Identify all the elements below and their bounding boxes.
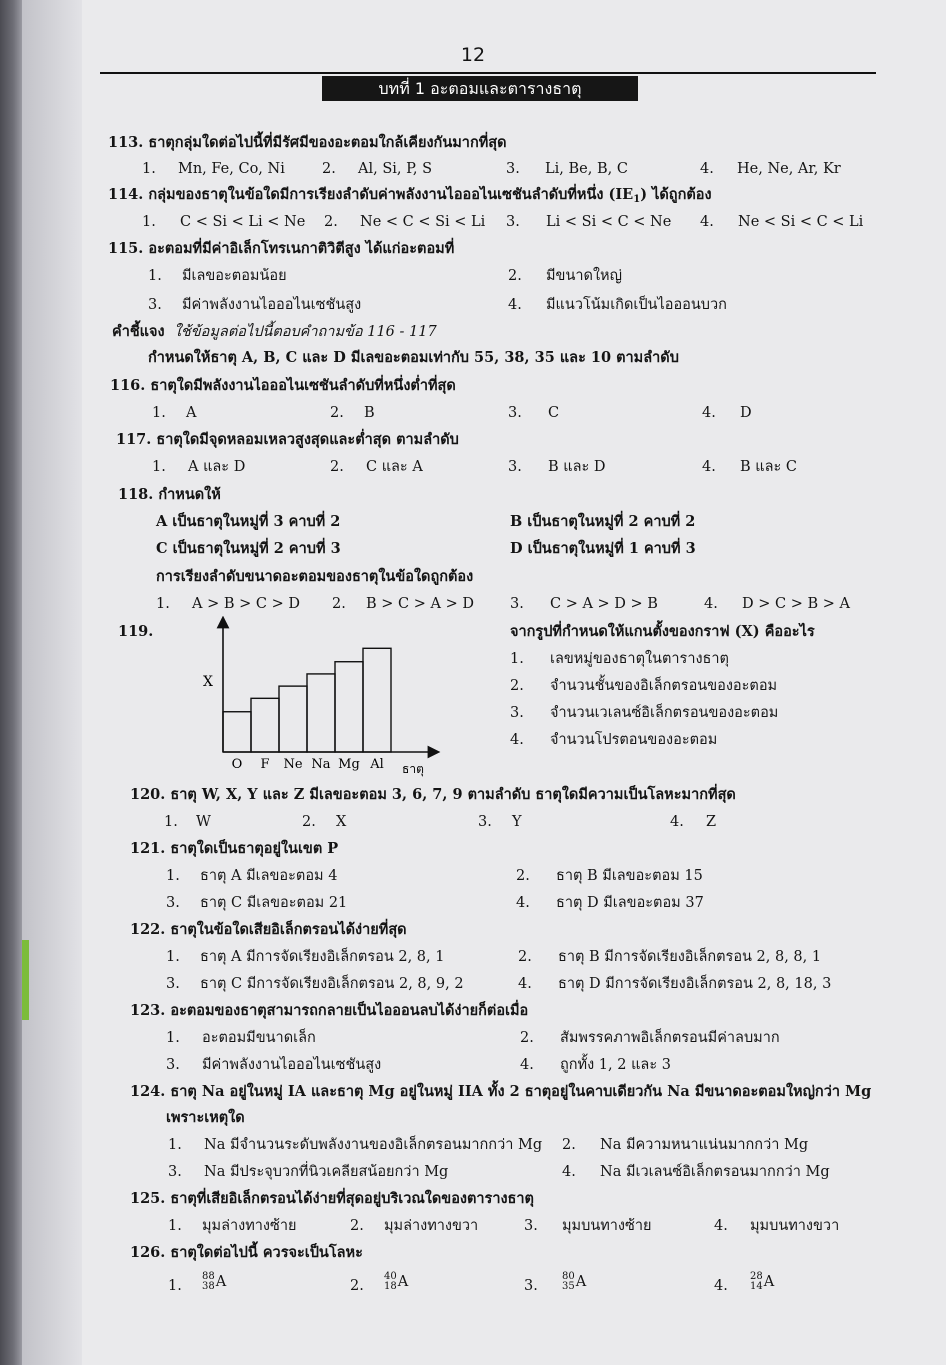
q118-opt1-num: 1. <box>156 596 170 612</box>
q118-opt4-num: 4. <box>704 596 718 612</box>
q126-opt2-num: 2. <box>350 1278 364 1294</box>
q118-opt2: B > C > A > D <box>366 596 474 612</box>
q113-opt3-num: 3. <box>506 161 520 177</box>
q126-opt4-nuclide-numbers <box>750 1272 763 1292</box>
q122-opt3-num: 3. <box>166 976 180 992</box>
question-123: 123. อะตอมของธาตุสามารถกลายเป็นไอออนลบได้ง่ายก็ต่อเมื่อ <box>130 1002 529 1019</box>
question-115: 115. อะตอมที่มีค่าอิเล็กโทรเนกาติวิตีสูง ได้แก่อะตอมที่ <box>108 240 455 257</box>
q113-opt2-num: 2. <box>322 161 336 177</box>
tick-label-na: Na <box>311 757 331 772</box>
q125-opt2-num: 2. <box>350 1218 364 1234</box>
question-117: 117. ธาตุใดมีจุดหลอมเหลวสูงสุดและต่ำสุด ตามลำดับ <box>116 431 459 448</box>
q113-opt1-num: 1. <box>142 161 156 177</box>
q120-opt1: W <box>196 814 211 830</box>
q124-opt2-num: 2. <box>562 1137 576 1153</box>
q119-opt4: จำนวนโปรตอนของอะตอม <box>550 732 718 748</box>
chapter-title: บทที่ 1 อะตอมและตารางธาตุ <box>322 76 638 101</box>
q119-opt1-num: 1. <box>510 651 524 667</box>
q114-opt3: Li < Si < C < Ne <box>546 214 672 230</box>
q115-opt2-num: 2. <box>508 268 522 284</box>
q123-opt1: อะตอมมีขนาดเล็ก <box>202 1030 316 1046</box>
question-126: 126. ธาตุใดต่อไปนี้ ควรจะเป็นโลหะ <box>130 1244 363 1261</box>
q118-opt3-num: 3. <box>510 596 524 612</box>
q116-opt4-num: 4. <box>702 405 716 421</box>
q115-opt2: มีขนาดใหญ่ <box>546 268 622 284</box>
q114-opt4: Ne < Si < C < Li <box>738 214 864 230</box>
q115-opt1-num: 1. <box>148 268 162 284</box>
bar-al <box>363 648 391 752</box>
q117-opt3: B และ D <box>548 459 606 475</box>
question-114-subscript: 1 <box>633 194 641 205</box>
question-118: 118. กำหนดให้ <box>118 486 221 503</box>
q126-opt2-z: 18 <box>384 1281 397 1292</box>
q115-opt1: มีเลขอะตอมน้อย <box>182 268 287 284</box>
q122-opt4-num: 4. <box>518 976 532 992</box>
q119-opt3-num: 3. <box>510 705 524 721</box>
q123-opt2: สัมพรรคภาพอิเล็กตรอนมีค่าลบมาก <box>560 1030 780 1046</box>
q125-opt3-num: 3. <box>524 1218 538 1234</box>
bar-mg <box>335 662 363 752</box>
question-114-text-end: ) ได้ถูกต้อง <box>640 186 712 203</box>
question-119-number: 119. <box>118 623 154 640</box>
q116-opt1: A <box>186 405 197 421</box>
q124-opt3-num: 3. <box>168 1164 182 1180</box>
instruction-label: คำชี้แจง <box>112 323 165 340</box>
q123-opt3-num: 3. <box>166 1057 180 1073</box>
tick-label-o: O <box>231 757 243 772</box>
bar-f <box>251 698 279 752</box>
question-116: 116. ธาตุใดมีพลังงานไอออไนเซชันลำดับที่หนึ่งต่ำที่สุด <box>110 377 456 394</box>
q119-opt4-num: 4. <box>510 732 524 748</box>
tick-label-al: Al <box>370 757 384 772</box>
q124-opt4: Na มีเวเลนซ์อิเล็กตรอนมากกว่า Mg <box>600 1164 830 1180</box>
q121-opt3: ธาตุ C มีเลขอะตอม 21 <box>200 895 348 911</box>
tick-label-f: F <box>260 757 270 772</box>
q122-opt3: ธาตุ C มีการจัดเรียงอิเล็กตรอน 2, 8, 9, 2 <box>200 976 464 992</box>
q117-opt2: C และ A <box>366 459 423 475</box>
q124-opt4-num: 4. <box>562 1164 576 1180</box>
q118-opt3: C > A > D > B <box>550 596 658 612</box>
q119-question: จากรูปที่กำหนดให้แกนตั้งของกราฟ (X) คืออะไร <box>510 623 815 640</box>
q120-opt4: Z <box>706 814 717 830</box>
q123-opt3: มีค่าพลังงานไอออไนเซชันสูง <box>202 1057 382 1073</box>
question-124: 124. ธาตุ Na อยู่ในหมู่ IA และธาตุ Mg อยู่ในหมู่ IIA ทั้ง 2 ธาตุอยู่ในคาบเดียวกัน Na มีขนาดอะตอมใหญ่กว่า Mg <box>130 1083 872 1100</box>
q126-opt4-num: 4. <box>714 1278 728 1294</box>
question-124-cont: เพราะเหตุใด <box>166 1109 245 1126</box>
q120-opt3-num: 3. <box>478 814 492 830</box>
q126-opt2-nuclide-numbers <box>384 1272 397 1292</box>
q114-opt1: C < Si < Li < Ne <box>180 214 306 230</box>
q120-opt1-num: 1. <box>164 814 178 830</box>
tick-label-ne: Ne <box>283 757 303 772</box>
q126-opt4-z: 14 <box>750 1281 763 1292</box>
q120-opt2-num: 2. <box>302 814 316 830</box>
q126-opt2 <box>384 1268 408 1296</box>
bar-ne <box>279 686 307 752</box>
q116-opt3-num: 3. <box>508 405 522 421</box>
q121-opt4-num: 4. <box>516 895 530 911</box>
question-113: 113. ธาตุกลุ่มใดต่อไปนี้ที่มีรัศมีของอะตอมใกล้เคียงกันมากที่สุด <box>108 134 507 151</box>
q126-opt3-symbol: A <box>575 1274 587 1290</box>
question-114 <box>108 185 712 210</box>
green-tab-marker <box>22 940 29 1020</box>
q123-opt4-num: 4. <box>520 1057 534 1073</box>
q118-cond-b: B เป็นธาตุในหมู่ที่ 2 คาบที่ 2 <box>510 513 696 530</box>
q120-opt2: X <box>336 814 347 830</box>
q126-opt1-mass: 88 <box>202 1271 215 1282</box>
q114-opt4-num: 4. <box>700 214 714 230</box>
q117-opt2-num: 2. <box>330 459 344 475</box>
q116-opt3: C <box>548 405 560 421</box>
instruction-text: ใช้ข้อมูลต่อไปนี้ตอบคำถามข้อ 116 - 117 <box>173 324 437 340</box>
q125-opt1: มุมล่างทางซ้าย <box>202 1218 297 1234</box>
q123-opt1-num: 1. <box>166 1030 180 1046</box>
q115-opt4: มีแนวโน้มเกิดเป็นไอออนบวก <box>546 297 727 313</box>
q123-opt2-num: 2. <box>520 1030 534 1046</box>
q126-opt1-z: 38 <box>202 1281 215 1292</box>
q121-opt4: ธาตุ D มีเลขอะตอม 37 <box>556 895 704 911</box>
question-120: 120. ธาตุ W, X, Y และ Z มีเลขอะตอม 3, 6, 7, 9 ตามลำดับ ธาตุใดมีความเป็นโลหะมากที่สุด <box>130 786 736 803</box>
q118-opt2-num: 2. <box>332 596 346 612</box>
q126-opt1-num: 1. <box>168 1278 182 1294</box>
q120-opt3: Y <box>512 814 522 830</box>
question-122: 122. ธาตุในข้อใดเสียอิเล็กตรอนได้ง่ายที่สุด <box>130 921 407 938</box>
q125-opt2: มุมล่างทางขวา <box>384 1218 479 1234</box>
q119-bar-chart <box>196 616 446 780</box>
book-binding-shadow <box>0 0 22 1365</box>
instruction-line <box>112 322 437 342</box>
tick-label-mg: Mg <box>338 757 360 772</box>
q126-opt3-nuclide-numbers <box>562 1272 575 1292</box>
q116-opt2: B <box>364 405 375 421</box>
q126-opt1 <box>202 1268 226 1296</box>
q122-opt2-num: 2. <box>518 949 532 965</box>
q118-question: การเรียงลำดับขนาดอะตอมของธาตุในข้อใดถูกต้อง <box>156 568 474 585</box>
q126-opt3 <box>562 1268 586 1296</box>
question-114-text: 114. กลุ่มของธาตุในข้อใดมีการเรียงลำดับค่าพลังงานไอออไนเซชันลำดับที่หนึ่ง (IE <box>108 186 634 203</box>
q117-opt1-num: 1. <box>152 459 166 475</box>
x-axis-label: ธาตุ <box>402 762 424 776</box>
q117-opt1: A และ D <box>188 459 246 475</box>
q125-opt4-num: 4. <box>714 1218 728 1234</box>
instruction-given: กำหนดให้ธาตุ A, B, C และ D มีเลขอะตอมเท่ากับ 55, 38, 35 และ 10 ตามลำดับ <box>148 349 679 366</box>
q115-opt4-num: 4. <box>508 297 522 313</box>
q113-opt4-num: 4. <box>700 161 714 177</box>
q120-opt4-num: 4. <box>670 814 684 830</box>
q113-opt1: Mn, Fe, Co, Ni <box>178 161 285 177</box>
page-number: 12 <box>460 44 486 66</box>
q114-opt2: Ne < C < Si < Li <box>360 214 486 230</box>
q126-opt2-symbol: A <box>397 1274 409 1290</box>
q122-opt4: ธาตุ D มีการจัดเรียงอิเล็กตรอน 2, 8, 18, 3 <box>558 976 832 992</box>
q121-opt2: ธาตุ B มีเลขอะตอม 15 <box>556 868 703 884</box>
q119-opt2: จำนวนชั้นของอิเล็กตรอนของอะตอม <box>550 678 778 694</box>
q121-opt1: ธาตุ A มีเลขอะตอม 4 <box>200 868 338 884</box>
q124-opt3: Na มีประจุบวกที่นิวเคลียสน้อยกว่า Mg <box>204 1164 449 1180</box>
q125-opt3: มุมบนทางซ้าย <box>562 1218 652 1234</box>
q116-opt1-num: 1. <box>152 405 166 421</box>
question-125: 125. ธาตุที่เสียอิเล็กตรอนได้ง่ายที่สุดอยู่บริเวณใดของตารางธาตุ <box>130 1190 534 1207</box>
q116-opt4: D <box>740 405 752 421</box>
q114-opt1-num: 1. <box>142 214 156 230</box>
q125-opt1-num: 1. <box>168 1218 182 1234</box>
q125-opt4: มุมบนทางขวา <box>750 1218 840 1234</box>
q121-opt3-num: 3. <box>166 895 180 911</box>
q119-opt1: เลขหมู่ของธาตุในตารางธาตุ <box>550 651 729 667</box>
q126-opt1-nuclide-numbers <box>202 1272 215 1292</box>
q126-opt3-num: 3. <box>524 1278 538 1294</box>
q126-opt4-symbol: A <box>763 1274 775 1290</box>
bar-o <box>223 712 251 752</box>
bar-na <box>307 674 335 752</box>
q114-opt3-num: 3. <box>506 214 520 230</box>
q118-cond-c: C เป็นธาตุในหมู่ที่ 2 คาบที่ 3 <box>156 540 341 557</box>
q116-opt2-num: 2. <box>330 405 344 421</box>
q118-cond-a: A เป็นธาตุในหมู่ที่ 3 คาบที่ 2 <box>156 513 341 530</box>
q118-opt1: A > B > C > D <box>192 596 300 612</box>
q126-opt3-mass: 80 <box>562 1271 575 1282</box>
q126-opt2-mass: 40 <box>384 1271 397 1282</box>
q123-opt4: ถูกทั้ง 1, 2 และ 3 <box>560 1057 671 1073</box>
q118-cond-d: D เป็นธาตุในหมู่ที่ 1 คาบที่ 3 <box>510 540 696 557</box>
q117-opt3-num: 3. <box>508 459 522 475</box>
q124-opt2: Na มีความหนาแน่นมากกว่า Mg <box>600 1137 809 1153</box>
q113-opt3: Li, Be, B, C <box>545 161 628 177</box>
q121-opt1-num: 1. <box>166 868 180 884</box>
q117-opt4-num: 4. <box>702 459 716 475</box>
header-rule <box>100 72 876 74</box>
q119-opt3: จำนวนเวเลนซ์อิเล็กตรอนของอะตอม <box>550 705 779 721</box>
q126-opt4 <box>750 1268 774 1296</box>
q117-opt4: B และ C <box>740 459 797 475</box>
q124-opt1-num: 1. <box>168 1137 182 1153</box>
q119-opt2-num: 2. <box>510 678 524 694</box>
q121-opt2-num: 2. <box>516 868 530 884</box>
q126-opt4-mass: 28 <box>750 1271 763 1282</box>
question-121: 121. ธาตุใดเป็นธาตุอยู่ในเขต P <box>130 840 339 857</box>
q122-opt1-num: 1. <box>166 949 180 965</box>
q118-opt4: D > C > B > A <box>742 596 850 612</box>
q126-opt1-symbol: A <box>215 1274 227 1290</box>
q113-opt4: He, Ne, Ar, Kr <box>737 161 841 177</box>
q122-opt2: ธาตุ B มีการจัดเรียงอิเล็กตรอน 2, 8, 8, 1 <box>558 949 822 965</box>
q113-opt2: Al, Si, P, S <box>358 161 433 177</box>
q122-opt1: ธาตุ A มีการจัดเรียงอิเล็กตรอน 2, 8, 1 <box>200 949 445 965</box>
q115-opt3: มีค่าพลังงานไอออไนเซชันสูง <box>182 297 362 313</box>
q115-opt3-num: 3. <box>148 297 162 313</box>
q126-opt3-z: 35 <box>562 1281 575 1292</box>
y-axis-label: X <box>203 674 213 690</box>
q114-opt2-num: 2. <box>324 214 338 230</box>
q124-opt1: Na มีจำนวนระดับพลังงานของอิเล็กตรอนมากกว่า Mg <box>204 1137 543 1153</box>
page-gutter <box>22 0 82 1365</box>
